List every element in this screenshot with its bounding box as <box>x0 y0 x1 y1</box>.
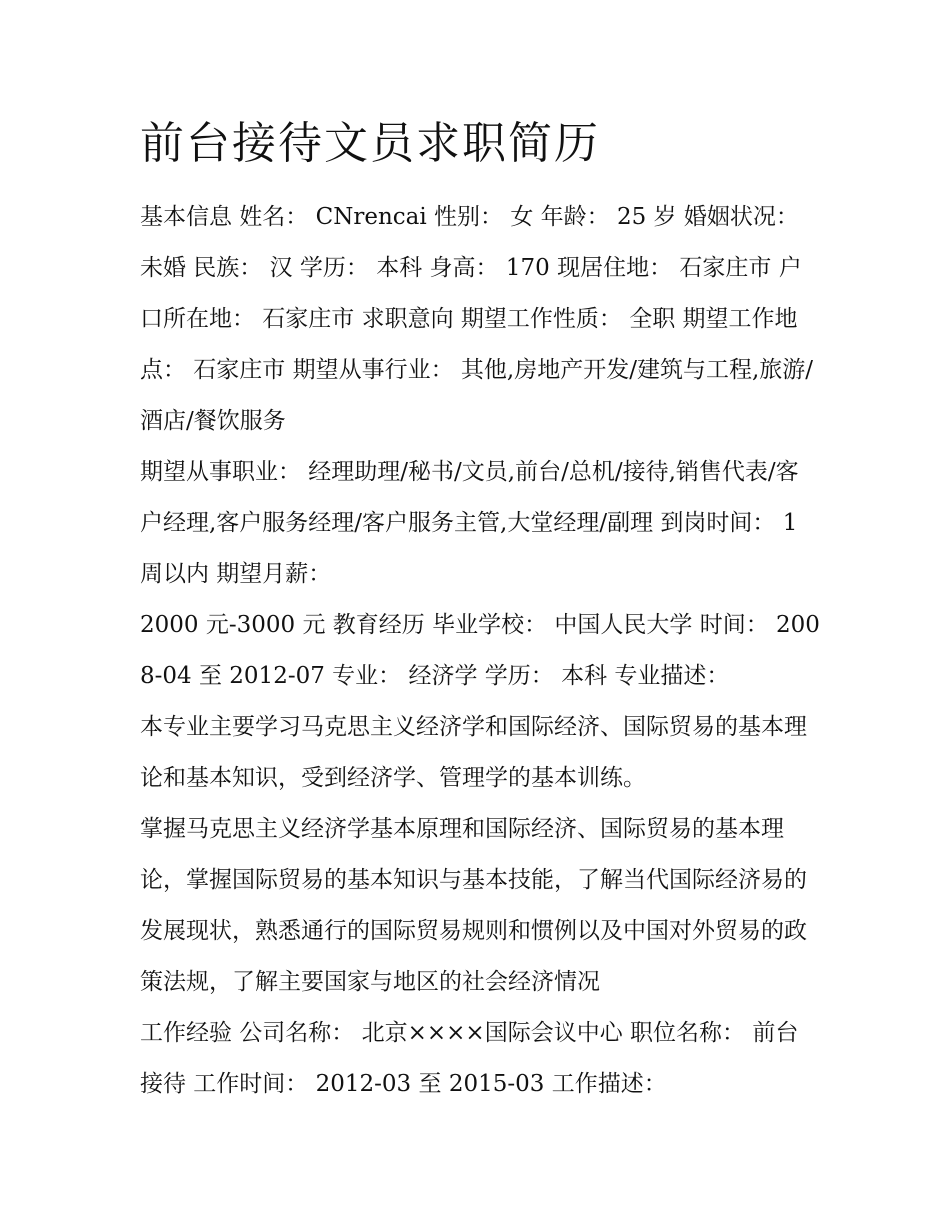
education-paragraph: 2000 元-3000 元 教育经历 毕业学校： 中国人民大学 时间： 2008-04 至 2012-07 专业： 经济学 学历： 本科 专业描述： <box>140 612 820 689</box>
work-experience-paragraph: 工作经验 公司名称： 北京××××国际会议中心 职位名称： 前台接待 工作时间： 2012-03 至 2015-03 工作描述： <box>140 1020 799 1097</box>
job-intention-paragraph: 期望从事职业： 经理助理/秘书/文员,前台/总机/接待,销售代表/客户经理,客户服务经理/客户服务主管,大堂经理/副理 到岗时间： 1 周以内 期望月薪： <box>140 459 799 587</box>
major-description-paragraph: 本专业主要学习马克思主义经济学和国际经济、国际贸易的基本理论和基本知识，受到经济学、管理学的基本训练。 <box>140 714 807 791</box>
resume-title: 前台接待文员求职简历 <box>140 118 600 169</box>
resume-page <box>140 112 820 1110</box>
major-skills-paragraph: 掌握马克思主义经济学基本原理和国际经济、国际贸易的基本理论，掌握国际贸易的基本知识与基本技能，了解当代国际经济易的发展现状，熟悉通行的国际贸易规则和惯例以及中国对外贸易的政策法规，了解主要国家与地区的社会经济情况 <box>140 816 807 995</box>
basic-info-paragraph: 基本信息 姓名： CNrencai 性别： 女 年龄： 25 岁 婚姻状况： 未婚 民族： 汉 学历： 本科 身高： 170 现居住地： 石家庄市 户口所在地： 石家庄市 求职意向 期望工作性质： 全职 期望工作地点： 石家庄市 期望从事行业： 其他,房地产开发/建筑与工程,旅游/酒店/餐饮服务 <box>140 204 814 434</box>
